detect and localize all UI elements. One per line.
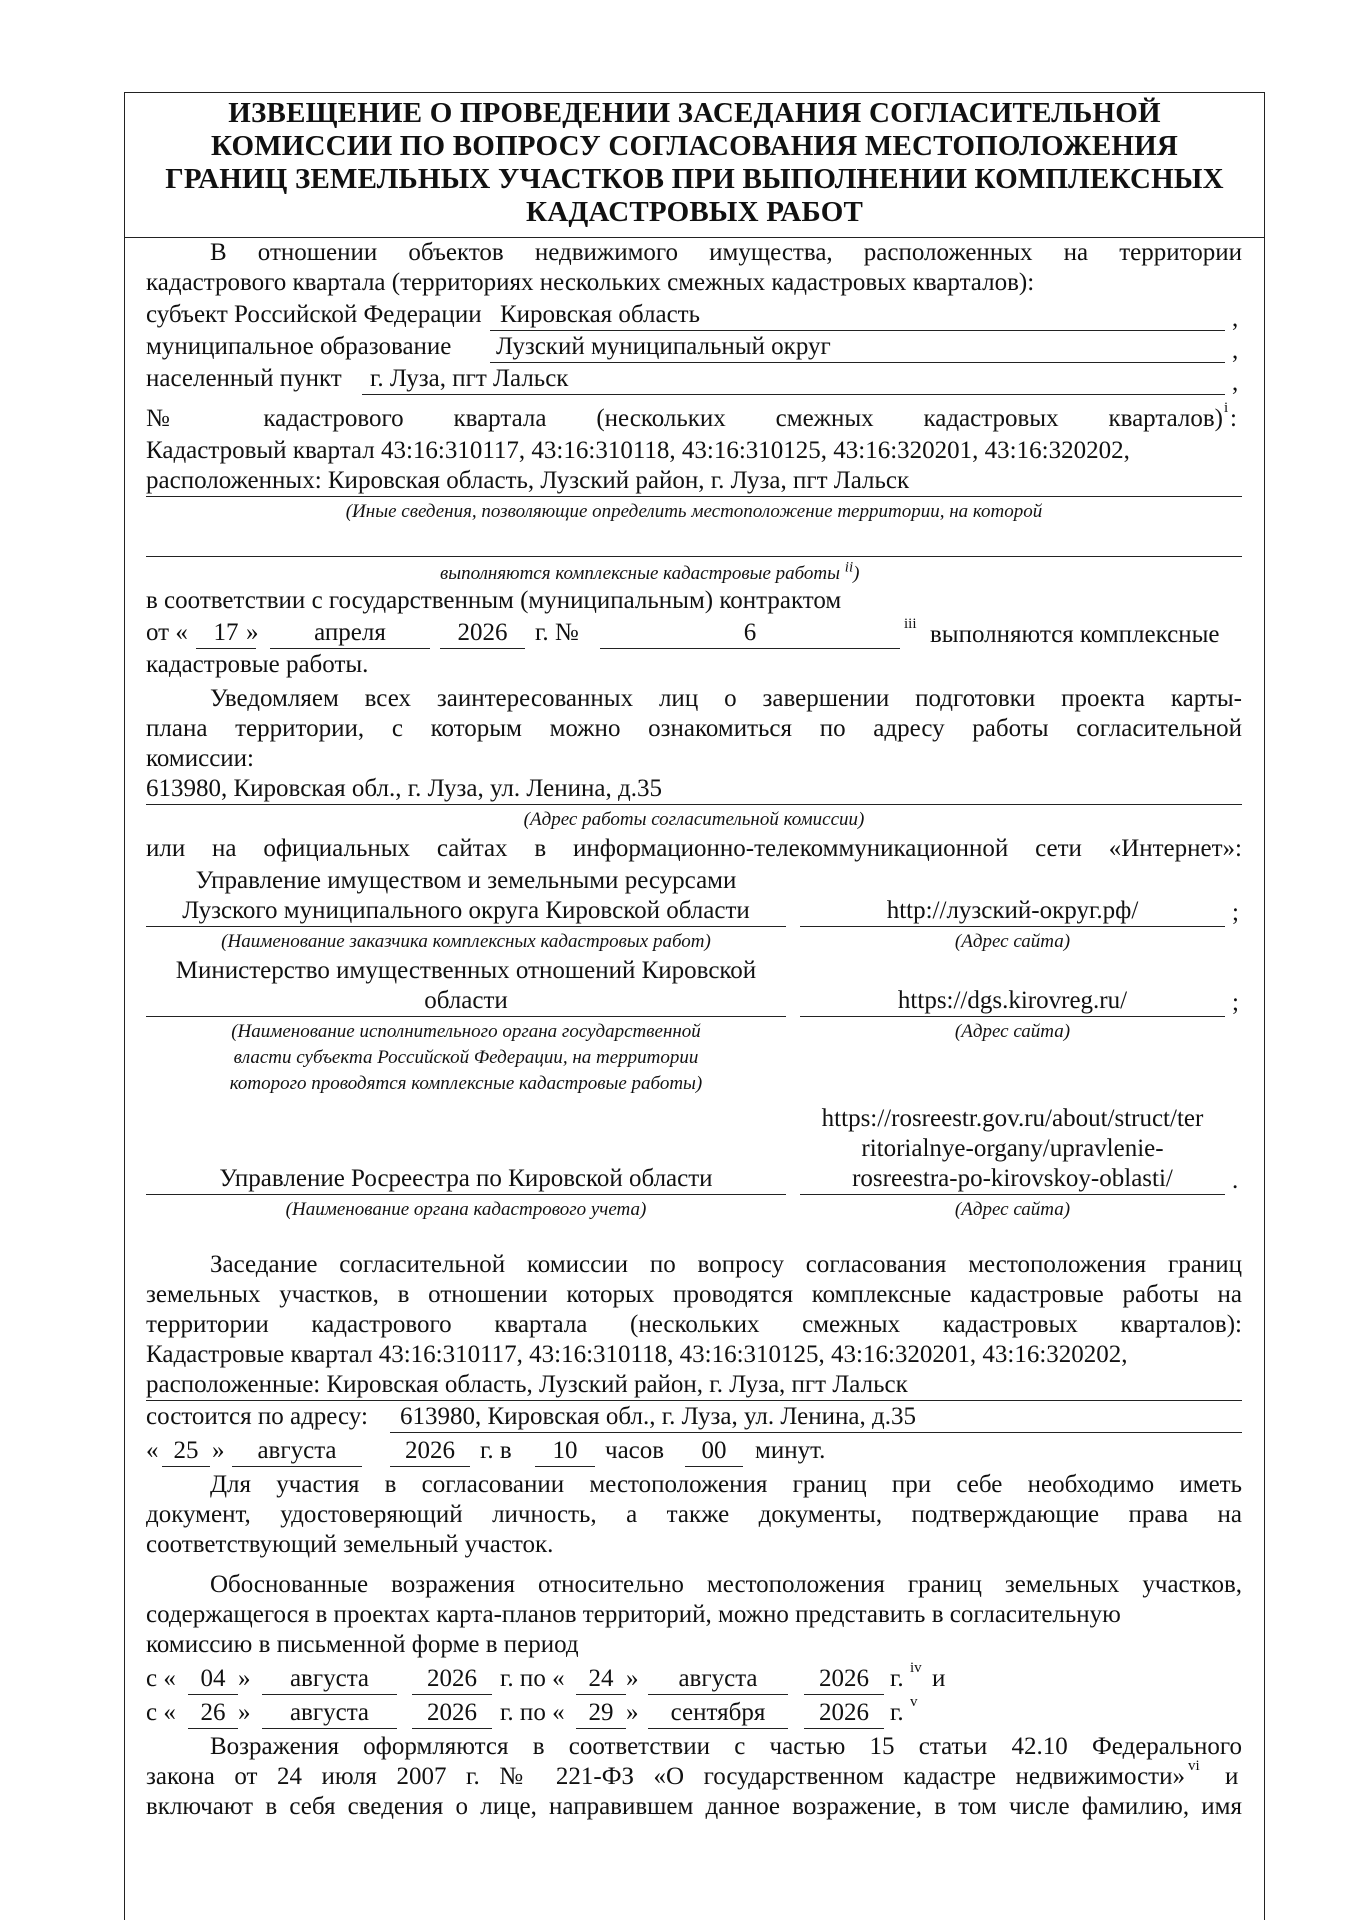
contract-from: от « [146,619,188,646]
month-underline [648,1694,788,1695]
intro-line: кадастрового квартала (территориях нескольких смежных кадастровых кварталов): [146,269,1035,296]
meeting-day: 25 [173,1437,199,1464]
year-underline [440,648,525,649]
site-org-caption: которого проводятся комплексные кадастровые работы) [229,1073,703,1094]
period-g: г. [890,1665,904,1692]
period-month: августа [289,1699,370,1726]
separator: ; [1232,899,1239,926]
period-year: 2026 [819,1665,869,1692]
footnote-ref: v [910,1694,918,1710]
other-info-caption: выполняются комплексные кадастровые работы $^{ii}$) [440,559,860,584]
site-org: Лузского муниципального округа Кировской области [182,897,750,924]
period-year: 2026 [819,1699,869,1726]
day-underline [196,648,256,649]
law-line: включают в себя сведения о лице, направившем данное возражение, в том числе фамилию, имя [146,1793,1242,1820]
site-org-underline [146,1016,786,1017]
objections-line: Обоснованные возражения относительно местоположения границ земельных участков, [210,1571,1242,1598]
title-line: КАДАСТРОВЫХ РАБОТ [525,196,864,228]
period-month: августа [678,1665,758,1692]
year-underline [804,1694,884,1695]
quarter-value: Кадастровый квартал 43:16:310117, 43:16:310118, 43:16:310125, 43:16:320201, 43:16:320202, [146,437,1130,464]
separator: . [1232,1167,1239,1194]
quarter-underline [146,496,1242,497]
quarter-label: № кадастрового квартала (нескольких смежных кадастровых кварталов) [146,405,1223,432]
site-url-caption: (Адрес сайта) [954,931,1071,952]
site-org-caption: (Наименование заказчика комплексных кадастровых работ) [221,931,711,952]
site-org: Управление имуществом и земельными ресурсами [195,867,737,894]
period-to: г. по « [500,1699,565,1726]
month-underline [262,1728,397,1729]
other-info-caption: (Иные сведения, позволяющие определить местоположение территории, на которой [345,501,1043,522]
period-from: с « [146,1699,176,1726]
locality-value: г. Луза, пгт Лальск [370,365,569,392]
hours-label: часов [605,1437,665,1464]
site-org-caption: (Наименование органа кадастрового учета) [285,1199,647,1220]
meeting-line: территории кадастрового квартала (нескольких смежных кадастровых кварталов): [146,1311,1242,1338]
day-underline [576,1694,626,1695]
contract-g-no: г. № [535,619,579,646]
notice-title [125,97,1264,229]
contract-tail: кадастровые работы. [146,651,369,678]
site-url-underline [800,1016,1225,1017]
quote-close: » [212,1437,225,1464]
year-underline [390,1466,470,1467]
period-day: 24 [588,1665,614,1692]
commission-address: 613980, Кировская обл., г. Луза, ул. Ленина, д.35 [146,775,662,802]
footnote-ref: i [1224,400,1229,416]
internet-line: или на официальных сайтах в информационно-телекоммуникационной сети «Интернет»: [146,835,1242,862]
quote-close: » [238,1699,251,1726]
hour-underline [535,1466,595,1467]
meeting-address-underline [390,1432,1242,1433]
subject-underline [490,330,1225,331]
law-line: Возражения оформляются в соответствии с частью 15 статьи 42.10 Федерального [210,1733,1242,1760]
meeting-hour: 10 [552,1437,578,1464]
law-line: и [1225,1763,1239,1790]
footnote-ref: vi [1188,1758,1200,1774]
site-org-caption: власти субъекта Российской Федерации, на территории [233,1047,699,1068]
meeting-address: 613980, Кировская обл., г. Луза, ул. Ленина, д.35 [400,1403,916,1430]
comma: , [1232,337,1239,364]
year-underline [804,1728,884,1729]
meeting-line: Кадастровые квартал 43:16:310117, 43:16:310118, 43:16:310125, 43:16:320201, 43:16:320202, [146,1341,1128,1368]
number-underline [600,648,900,649]
meeting-minute: 00 [701,1437,727,1464]
site-org-caption: (Наименование исполнительного органа государственной [231,1021,701,1042]
day-underline [162,1466,210,1467]
notify-line: комиссии: [146,745,254,772]
meeting-underline [146,1400,1242,1401]
month-underline [262,1694,397,1695]
meeting-line: расположенные: Кировская область, Лузский район, г. Луза, пгт Лальск [146,1371,908,1398]
quote-close: » [238,1665,251,1692]
contract-year: 2026 [457,619,508,646]
site-org: Министерство имущественных отношений Кировской [175,957,757,984]
period-from: с « [146,1665,176,1692]
title-line: ИЗВЕЩЕНИЕ О ПРОВЕДЕНИИ ЗАСЕДАНИЯ СОГЛАСИТЕЛЬНОЙ [228,97,1161,129]
quote-open: « [146,1437,159,1464]
site-url[interactable]: ritorialnye-organy/upravlenie- [861,1135,1164,1162]
meeting-address-label: состоится по адресу: [146,1403,368,1430]
period-day: 26 [200,1699,226,1726]
law-line: закона от 24 июля 2007 г. № 221-ФЗ «О государственном кадастре недвижимости» [146,1763,1185,1790]
meeting-year: 2026 [405,1437,455,1464]
contract-month: апреля [314,619,386,646]
contract-tail: выполняются комплексные [930,621,1220,648]
day-underline [188,1728,238,1729]
municipality-label: муниципальное образование [146,333,452,360]
month-underline [232,1466,362,1467]
footnote-ref: iv [910,1660,922,1676]
period-day: 04 [200,1665,226,1692]
quote-close: » [626,1665,639,1692]
address-underline [146,804,1242,805]
intro-line: В отношении объектов недвижимого имущества, расположенных на территории [210,239,1242,266]
period-year: 2026 [427,1699,477,1726]
municipality-underline [490,362,1225,363]
month-underline [270,648,430,649]
site-url-underline [800,1194,1225,1195]
colon: : [1230,405,1237,432]
year-underline [412,1694,492,1695]
locality-label: населенный пункт [146,365,342,392]
site-url[interactable]: https://dgs.kirovreg.ru/ [897,987,1128,1014]
other-info-underline [146,556,1242,557]
site-org-underline [146,926,786,927]
participation-line: документ, удостоверяющий личность, а также документы, подтверждающие права на [146,1501,1242,1528]
period-to: г. по « [500,1665,565,1692]
site-url-underline [800,926,1225,927]
footnote-ref: iii [904,616,917,632]
separator: ; [1232,989,1239,1016]
site-org: области [424,987,508,1014]
subject-label: субъект Российской Федерации [146,301,482,328]
period-day: 29 [588,1699,614,1726]
notify-line: плана территории, с которым можно ознакомиться по адресу работы согласительной [146,715,1242,742]
comma: , [1232,369,1239,396]
participation-line: соответствующий земельный участок. [146,1531,554,1558]
quote-close: » [626,1699,639,1726]
meeting-month: августа [257,1437,337,1464]
day-underline [576,1728,626,1729]
site-org: Управление Росреестра по Кировской области [219,1165,713,1192]
period-and: и [932,1665,946,1692]
meeting-line: Заседание согласительной комиссии по вопросу согласования местоположения границ [210,1251,1242,1278]
title-box [125,93,1264,238]
participation-line: Для участия в согласовании местоположения границ при себе необходимо иметь [210,1471,1242,1498]
g-v: г. в [480,1437,512,1464]
municipality-value: Лузский муниципальный округ [496,333,831,360]
comma: , [1232,305,1239,332]
objections-line: комиссию в письменной форме в период [146,1631,579,1658]
locality-underline [362,394,1225,395]
month-underline [648,1728,788,1729]
contract-number: 6 [743,619,757,646]
site-url[interactable]: rosreestra-po-kirovskoy-oblasti/ [852,1165,1173,1192]
period-year: 2026 [427,1665,477,1692]
subject-value: Кировская область [500,301,701,328]
site-url[interactable]: https://rosreestr.gov.ru/about/struct/ter [821,1105,1204,1132]
minutes-label: минут. [755,1437,826,1464]
objections-line: содержащегося в проектах карта-планов территорий, можно представить в согласительную [146,1601,1121,1628]
quarter-value: расположенных: Кировская область, Лузский район, г. Луза, пгт Лальск [146,467,910,494]
meeting-line: земельных участков, в отношении которых проводятся комплексные кадастровые работы на [146,1281,1242,1308]
site-url[interactable]: http://лузский-округ.рф/ [886,897,1139,924]
site-url-caption: (Адрес сайта) [954,1199,1071,1220]
quote-close: » [246,619,259,646]
year-underline [412,1728,492,1729]
minute-underline [685,1466,743,1467]
period-g: г. [890,1699,904,1726]
contract-line: в соответствии с государственным (муниципальным) контрактом [146,587,842,614]
title-line: ГРАНИЦ ЗЕМЕЛЬНЫХ УЧАСТКОВ ПРИ ВЫПОЛНЕНИИ КОМПЛЕКСНЫХ [165,163,1224,195]
address-caption: (Адрес работы согласительной комиссии) [523,809,865,830]
title-line: КОМИССИИ ПО ВОПРОСУ СОГЛАСОВАНИЯ МЕСТОПОЛОЖЕНИЯ [210,130,1179,162]
site-url-caption: (Адрес сайта) [954,1021,1071,1042]
day-underline [188,1694,238,1695]
contract-day: 17 [213,619,239,646]
period-month: августа [289,1665,370,1692]
notify-line: Уведомляем всех заинтересованных лиц о завершении подготовки проекта карты- [210,685,1242,712]
site-org-underline [146,1194,786,1195]
period-month: сентября [670,1699,766,1726]
